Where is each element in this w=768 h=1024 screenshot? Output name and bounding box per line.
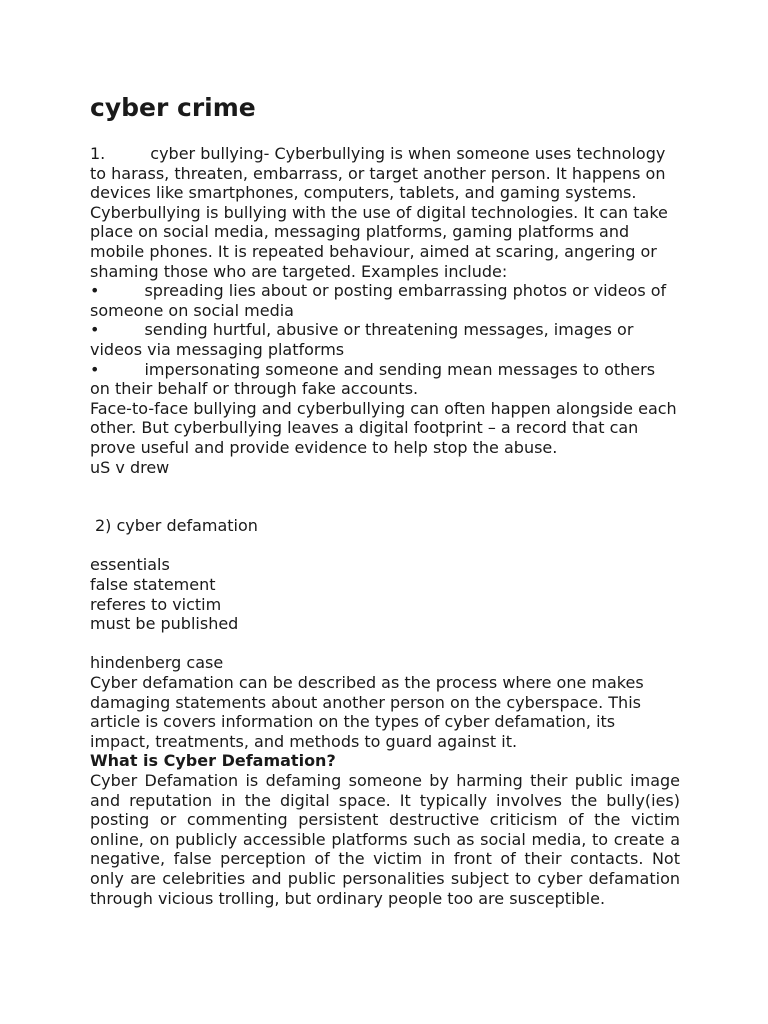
document-page xyxy=(90,92,680,908)
section1-intro-text: cyber bullying- Cyberbullying is when someone uses technology to harass, threaten, embarrass, or target another person. It happens on devices like smartphones, computers, tablets, and gaming systems. Cyberbullying is bullying with the use of digital technologies. It can take place on social media, messaging platforms, gaming platforms and mobile phones. It is repeated behaviour, aimed at scaring, angering or shaming those who are targeted. Examples include: xyxy=(90,144,668,281)
section1-case: uS v drew xyxy=(90,457,170,477)
section2-question: What is Cyber Defamation? xyxy=(90,751,336,771)
bullet-item xyxy=(90,360,680,399)
spacer xyxy=(90,536,680,556)
bullet-text: sending hurtful, abusive or threatening messages, images or videos via messaging platforms xyxy=(90,320,634,359)
essentials-label: essentials xyxy=(90,555,170,575)
section2-description: Cyber defamation can be described as the process where one makes damaging statements about another person on the cyberspace. This article is covers information on the types of cyber defamation, its impact, treatments, and methods to guard against it. xyxy=(90,673,644,751)
section2-answer: Cyber Defamation is defaming someone by harming their public image and reputation in the digital space. It typically involves the bully(ies) posting or commenting persistent destructive criticism of the victim online, on publicly accessible platforms such as social media, to create a negative, false perception of the victim in front of their contacts. Not only are celebrities and public personalities subject to cyber defamation through vicious trolling, but ordinary people too are susceptible. xyxy=(90,771,680,908)
spacer xyxy=(90,634,680,654)
essential-item: false statement xyxy=(90,575,216,595)
bullet-item xyxy=(90,281,680,320)
bullet-symbol: • xyxy=(90,281,100,301)
bullet-symbol: • xyxy=(90,359,100,379)
spacer xyxy=(90,477,680,516)
essential-item: referes to victim xyxy=(90,594,222,614)
bullet-text: impersonating someone and sending mean messages to others on their behalf or through fake accounts. xyxy=(90,359,656,399)
section1-intro xyxy=(90,144,680,281)
document-title: cyber crime xyxy=(90,93,256,122)
bullet-text: spreading lies about or posting embarrassing photos or videos of someone on social media xyxy=(90,281,667,320)
bullet-symbol: • xyxy=(90,320,100,340)
section2-heading: 2) cyber defamation xyxy=(95,516,258,536)
section2-case: hindenberg case xyxy=(90,653,224,673)
section1-closing: Face-to-face bullying and cyberbullying can often happen alongside each other. But cyberbullying leaves a digital footprint – a record that can prove useful and provide evidence to help stop the abuse. xyxy=(90,398,677,457)
section1-number: 1. xyxy=(90,144,106,163)
essential-item: must be published xyxy=(90,614,239,634)
bullet-item xyxy=(90,320,680,359)
